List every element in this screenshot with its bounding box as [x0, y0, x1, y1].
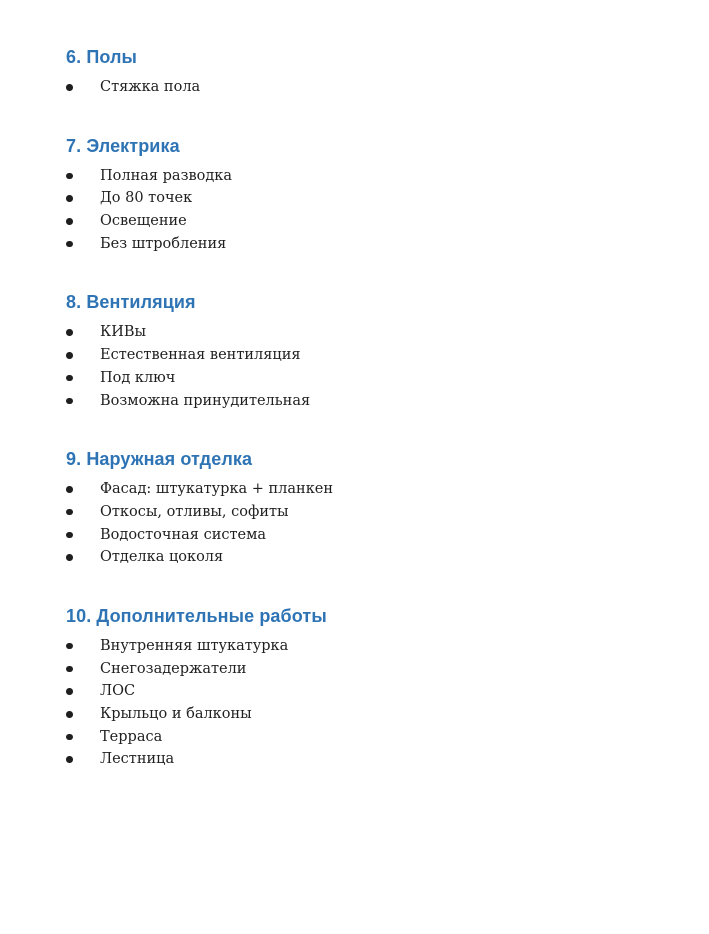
list-item — [66, 546, 669, 569]
list-item — [66, 635, 669, 658]
section-heading: 10. Дополнительные работы — [66, 605, 327, 626]
list-item — [66, 726, 669, 749]
list-item — [66, 680, 669, 703]
list-item-text: Фасад: штукатурка + планкен — [100, 481, 334, 498]
list-item — [66, 210, 669, 233]
bullet-list — [66, 635, 669, 771]
list-item — [66, 703, 669, 726]
list-item-text: Под ключ — [100, 369, 176, 386]
document-section — [66, 46, 669, 99]
list-item — [66, 390, 669, 413]
list-item — [66, 344, 669, 367]
list-item-text: ЛОС — [100, 683, 136, 700]
list-item-text: Лестница — [100, 751, 175, 768]
bullet-list — [66, 76, 669, 99]
bullet-icon — [66, 233, 100, 248]
bullet-icon — [66, 187, 100, 202]
bullet-icon — [66, 524, 100, 539]
list-item-text: Полная разводка — [100, 167, 233, 184]
list-item-text: До 80 точек — [100, 190, 193, 207]
section-heading: 8. Вентиляция — [66, 292, 196, 313]
list-item-text: Внутренняя штукатурка — [100, 637, 289, 654]
section-heading: 9. Наружная отделка — [66, 449, 253, 470]
bullet-icon — [66, 367, 100, 382]
bullet-icon — [66, 390, 100, 405]
bullet-list — [66, 165, 669, 256]
section-heading: 7. Электрика — [66, 135, 180, 156]
bullet-icon — [66, 501, 100, 516]
document-content — [66, 46, 669, 771]
bullet-icon — [66, 478, 100, 493]
list-item-text: КИВы — [100, 324, 147, 341]
list-item — [66, 187, 669, 210]
bullet-icon — [66, 748, 100, 763]
bullet-icon — [66, 635, 100, 650]
bullet-icon — [66, 321, 100, 336]
list-item — [66, 478, 669, 501]
bullet-icon — [66, 344, 100, 359]
list-item — [66, 748, 669, 771]
bullet-icon — [66, 165, 100, 180]
document-section — [66, 135, 669, 256]
document-section — [66, 448, 669, 569]
bullet-list — [66, 478, 669, 569]
list-item-text: Откосы, отливы, софиты — [100, 503, 289, 520]
list-item-text: Освещение — [100, 213, 187, 230]
list-item-text: Отделка цоколя — [100, 549, 224, 566]
list-item — [66, 76, 669, 99]
bullet-icon — [66, 76, 100, 91]
document-section — [66, 605, 669, 771]
bullet-icon — [66, 703, 100, 718]
list-item — [66, 233, 669, 256]
list-item — [66, 524, 669, 547]
bullet-icon — [66, 680, 100, 695]
list-item — [66, 501, 669, 524]
document-section — [66, 291, 669, 412]
bullet-icon — [66, 210, 100, 225]
list-item-text: Терраса — [100, 728, 163, 745]
bullet-icon — [66, 546, 100, 561]
list-item-text: Крыльцо и балконы — [100, 706, 252, 722]
bullet-icon — [66, 658, 100, 673]
list-item-text: Без штробления — [100, 235, 227, 252]
list-item-text: Естественная вентиляция — [100, 347, 301, 364]
bullet-icon — [66, 726, 100, 741]
list-item-text: Водосточная система — [100, 526, 266, 543]
list-item-text: Стяжка пола — [100, 79, 201, 95]
list-item-text: Снегозадержатели — [100, 660, 247, 677]
section-heading: 6. Полы — [66, 47, 138, 67]
bullet-list — [66, 321, 669, 412]
list-item — [66, 165, 669, 188]
list-item — [66, 321, 669, 344]
list-item — [66, 367, 669, 390]
list-item — [66, 658, 669, 681]
list-item-text: Возможна принудительная — [100, 392, 311, 409]
